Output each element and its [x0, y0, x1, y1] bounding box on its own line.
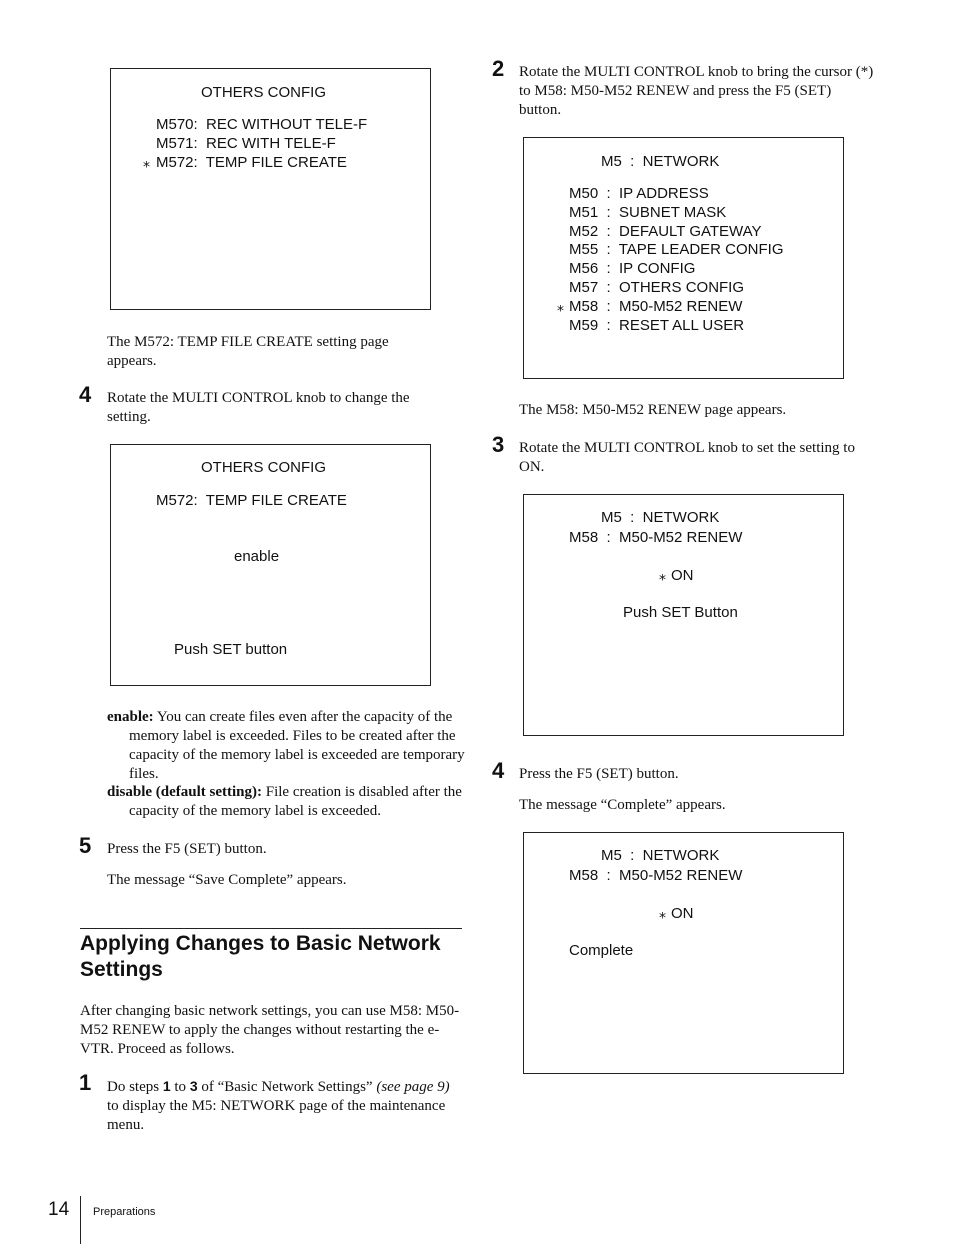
menu-item-m572: M572: TEMP FILE CREATE	[156, 492, 347, 509]
cursor-asterisk-icon: ⁎	[143, 154, 150, 170]
definition-term: enable:	[107, 709, 154, 725]
cursor-asterisk-icon: ⁎	[659, 905, 666, 921]
menu-item-m572-selected: M572: TEMP FILE CREATE	[156, 154, 347, 171]
step-5-text: Press the F5 (SET) button.	[107, 841, 267, 857]
cursor-asterisk-icon: ⁎	[557, 298, 564, 314]
menu-item-m55: M55 : TAPE LEADER CONFIG	[569, 241, 784, 258]
screen-title: OTHERS CONFIG	[201, 84, 327, 101]
footer-divider	[80, 1196, 81, 1244]
menu-item-m56: M56 : IP CONFIG	[569, 260, 696, 277]
step-number-4: 4	[79, 382, 92, 407]
definition-disable	[107, 783, 484, 821]
step-1-post: of “Basic Network Settings”	[197, 1079, 377, 1095]
step-1-pre: Do steps	[107, 1079, 163, 1095]
step-number-5: 5	[79, 833, 92, 858]
menu-item-m58: M58 : M50-M52 RENEW	[569, 867, 743, 884]
footer-section-name: Preparations	[93, 1206, 156, 1218]
menu-item-m58-selected: M58 : M50-M52 RENEW	[569, 298, 743, 315]
step-3-text: Rotate the MULTI CONTROL knob to set the setting to ON.	[519, 440, 855, 475]
screen-others-config	[110, 68, 431, 310]
screen-title: OTHERS CONFIG	[201, 459, 327, 476]
screen-title: M5 : NETWORK	[601, 847, 720, 864]
step-number-4-right: 4	[492, 758, 505, 783]
section-heading: Applying Changes to Basic Network Settings	[80, 932, 441, 981]
step-ref-3: 3	[189, 1078, 198, 1094]
page-number: 14	[48, 1199, 70, 1220]
screen-title: M5 : NETWORK	[601, 509, 720, 526]
screen-footer: Push SET Button	[623, 604, 738, 621]
definition-text: File creation is disabled after the capacity of the memory label is exceeded.	[129, 784, 462, 819]
page-reference-link[interactable]: (see page 9)	[376, 1079, 450, 1095]
menu-item-m570: M570: REC WITHOUT TELE-F	[156, 116, 368, 133]
caption-m572-page: The M572: TEMP FILE CREATE setting page appears.	[107, 334, 389, 369]
screen-title: M5 : NETWORK	[601, 153, 720, 170]
step-ref-1: 1	[162, 1078, 171, 1094]
definition-term: disable (default setting):	[107, 784, 262, 800]
definition-text: You can create files even after the capacity of the memory label is exceeded. Files to be created after the capacity of the memory label is exceeded are temporary files.	[129, 709, 465, 782]
menu-item-m59: M59 : RESET ALL USER	[569, 317, 745, 334]
menu-item-m58: M58 : M50-M52 RENEW	[569, 529, 743, 546]
step-number-3: 3	[492, 432, 505, 457]
setting-value: enable	[234, 548, 280, 565]
cursor-asterisk-icon: ⁎	[659, 567, 666, 583]
menu-item-m51: M51 : SUBNET MASK	[569, 204, 727, 221]
screen-footer: Complete	[569, 942, 634, 959]
step-5-result: The message “Save Complete” appears.	[107, 872, 347, 888]
step-4-right-result: The message “Complete” appears.	[519, 797, 726, 813]
step-1-tail: to display the M5: NETWORK page of the maintenance menu.	[107, 1098, 446, 1133]
step-4-right-text: Press the F5 (SET) button.	[519, 766, 679, 782]
caption-m58-page: The M58: M50-M52 RENEW page appears.	[519, 402, 787, 418]
setting-value: ON	[671, 905, 694, 922]
screen-footer: Push SET button	[174, 641, 288, 658]
step-2-text: Rotate the MULTI CONTROL knob to bring the cursor (*) to M58: M50-M52 RENEW and press the F5 (SET) button.	[519, 64, 874, 118]
section-intro: After changing basic network settings, you can use M58: M50-M52 RENEW to apply the changes without restarting the e-VTR. Proceed as follows.	[80, 1003, 460, 1057]
step-1-text	[107, 1077, 462, 1135]
step-4-text: Rotate the MULTI CONTROL knob to change the setting.	[107, 390, 410, 425]
definition-enable	[107, 708, 484, 784]
menu-item-m571: M571: REC WITH TELE-F	[156, 135, 336, 152]
menu-item-m57: M57 : OTHERS CONFIG	[569, 279, 745, 296]
step-number-2: 2	[492, 56, 505, 81]
section-divider	[80, 928, 462, 929]
setting-value: ON	[671, 567, 694, 584]
step-number-1: 1	[79, 1070, 92, 1095]
menu-item-m50: M50 : IP ADDRESS	[569, 185, 709, 202]
step-1-mid: to	[170, 1079, 190, 1095]
menu-item-m52: M52 : DEFAULT GATEWAY	[569, 223, 762, 240]
